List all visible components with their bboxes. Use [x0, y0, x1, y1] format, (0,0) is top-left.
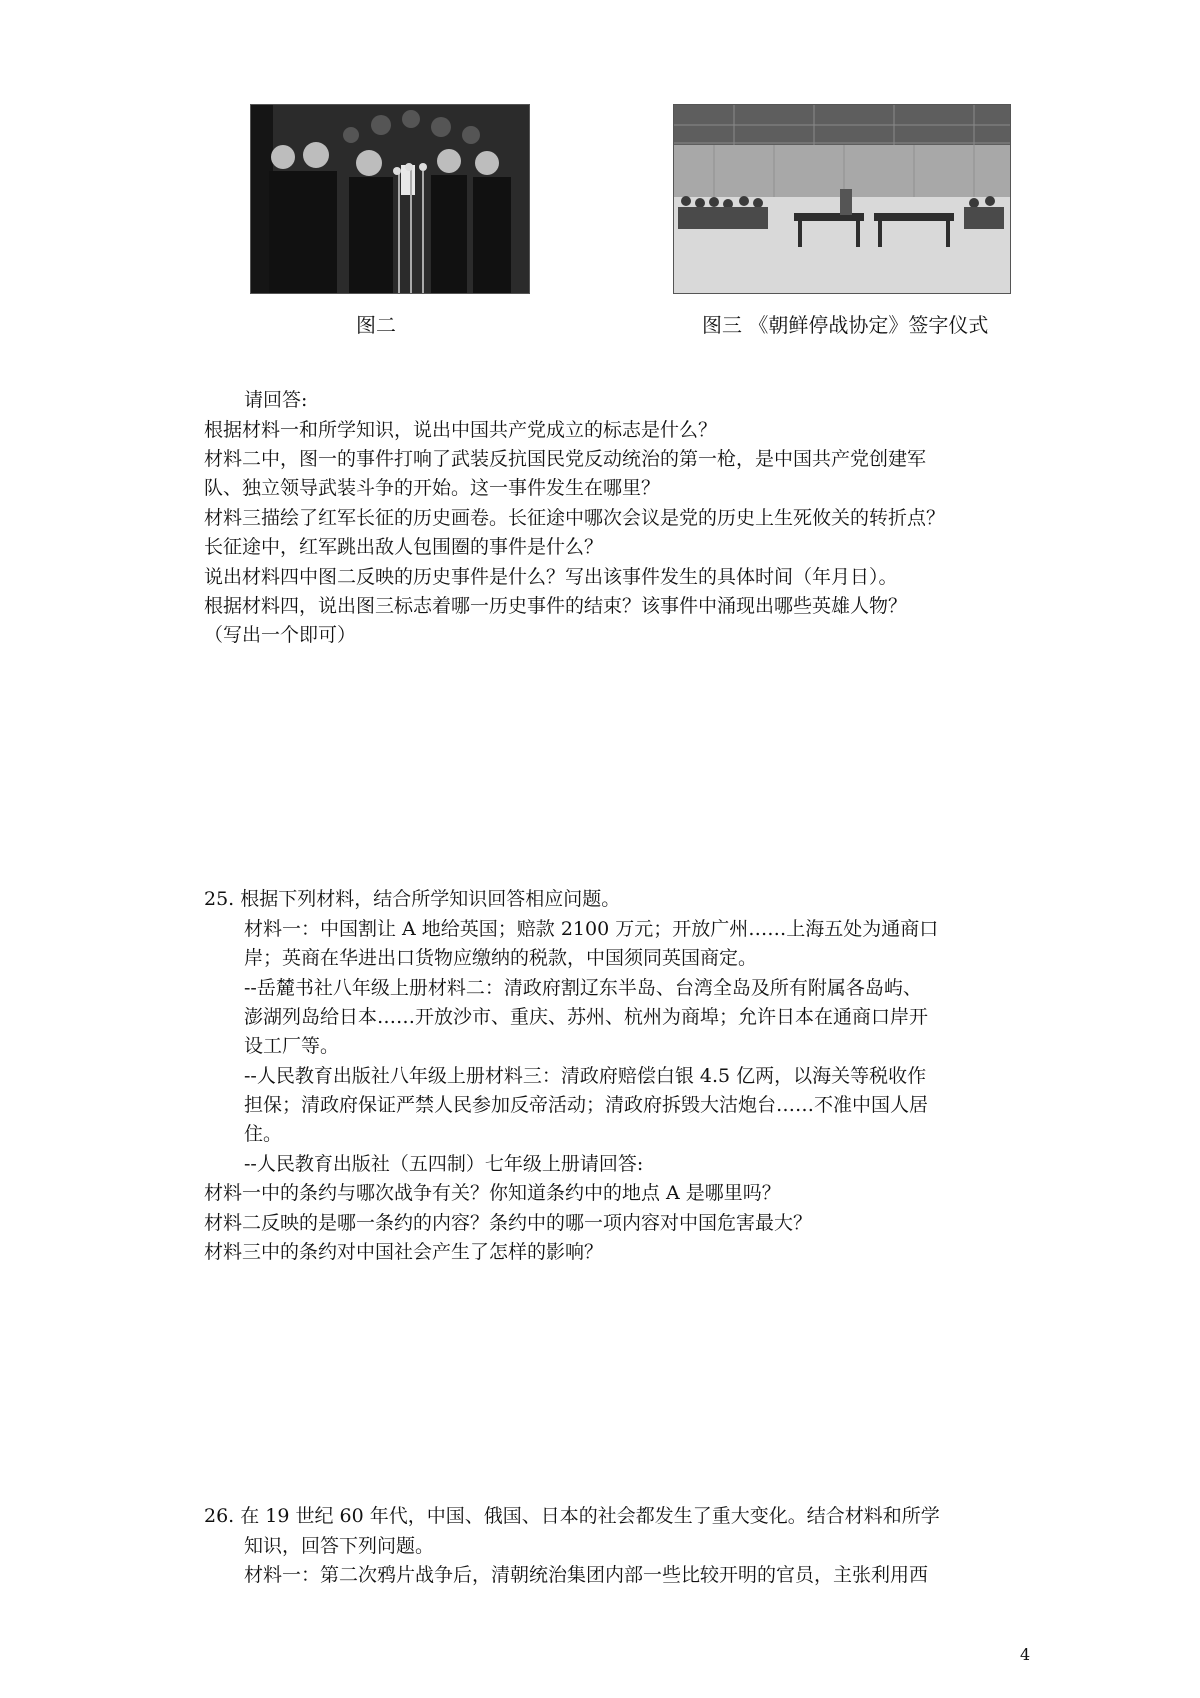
q25-line: 澎湖列岛给日本……开放沙市、重庆、苏州、杭州为商埠；允许日本在通商口岸开 — [244, 1006, 929, 1028]
q25-line: 担保；清政府保证严禁人民参加反帝活动；清政府拆毁大沽炮台……不准中国人居 — [244, 1094, 929, 1116]
q24-line: 说出材料四中图二反映的历史事件是什么？写出该事件发生的具体时间（年月日）。 — [204, 566, 898, 588]
q24-line: 根据材料四，说出图三标志着哪一历史事件的结束？该事件中涌现出哪些英雄人物？ — [204, 595, 908, 617]
q24-line: 材料三描绘了红军长征的历史画卷。长征途中哪次会议是党的历史上生死攸关的转折点？ — [204, 507, 946, 529]
q26-title: 26. 在 19 世纪 60 年代，中国、俄国、日本的社会都发生了重大变化。结合材料和所学 — [204, 1505, 940, 1527]
q25-line: --人民教育出版社（五四制）七年级上册请回答: — [244, 1153, 644, 1175]
q24-line: 长征途中，红军跳出敌人包围圈的事件是什么？ — [204, 536, 604, 558]
q24-prompt: 请回答: — [244, 389, 308, 411]
q25-line: 岸；英商在华进出口货物应缴纳的税款，中国须同英国商定。 — [244, 947, 758, 969]
page-number: 4 — [1020, 1645, 1031, 1664]
q26-line: 知识，回答下列问题。 — [244, 1535, 435, 1557]
q26-line: 材料一：第二次鸦片战争后，清朝统治集团内部一些比较开明的官员，主张利用西 — [244, 1564, 929, 1586]
q24-line: 根据材料一和所学知识，说出中国共产党成立的标志是什么？ — [204, 419, 718, 441]
figure-three-caption: 图三 《朝鲜停战协定》签字仪式 — [702, 313, 989, 337]
q25-line: 材料二反映的是哪一条约的内容？条约中的哪一项内容对中国危害最大？ — [204, 1212, 813, 1234]
q24-line: （写出一个即可） — [204, 624, 357, 646]
q25-line: 材料一：中国割让 A 地给英国；赔款 2100 万元；开放广州……上海五处为通商口 — [244, 918, 939, 940]
q24-line: 材料二中，图一的事件打响了武装反抗国民党反动统治的第一枪，是中国共产党创建军 — [204, 448, 927, 470]
photo-founding-ceremony-image — [251, 105, 529, 293]
q25-line: 材料三中的条约对中国社会产生了怎样的影响？ — [204, 1241, 604, 1263]
q25-title: 25. 根据下列材料，结合所学知识回答相应问题。 — [204, 888, 621, 910]
photo-founding-ceremony — [250, 104, 530, 294]
q25-line: 设工厂等。 — [244, 1035, 340, 1057]
photo-armistice-signing — [673, 104, 1011, 294]
q25-line: 材料一中的条约与哪次战争有关？你知道条约中的地点 A 是哪里吗？ — [204, 1182, 781, 1204]
figure-two-caption: 图二 — [356, 313, 396, 337]
q25-line: 住。 — [244, 1123, 283, 1145]
q25-line: --人民教育出版社八年级上册材料三：清政府赔偿白银 4.5 亿两，以海关等税收作 — [244, 1065, 927, 1087]
photo-armistice-signing-image — [674, 105, 1010, 293]
q24-line: 队、独立领导武装斗争的开始。这一事件发生在哪里？ — [204, 477, 661, 499]
q25-line: --岳麓书社八年级上册材料二：清政府割辽东半岛、台湾全岛及所有附属各岛屿、 — [244, 977, 922, 999]
